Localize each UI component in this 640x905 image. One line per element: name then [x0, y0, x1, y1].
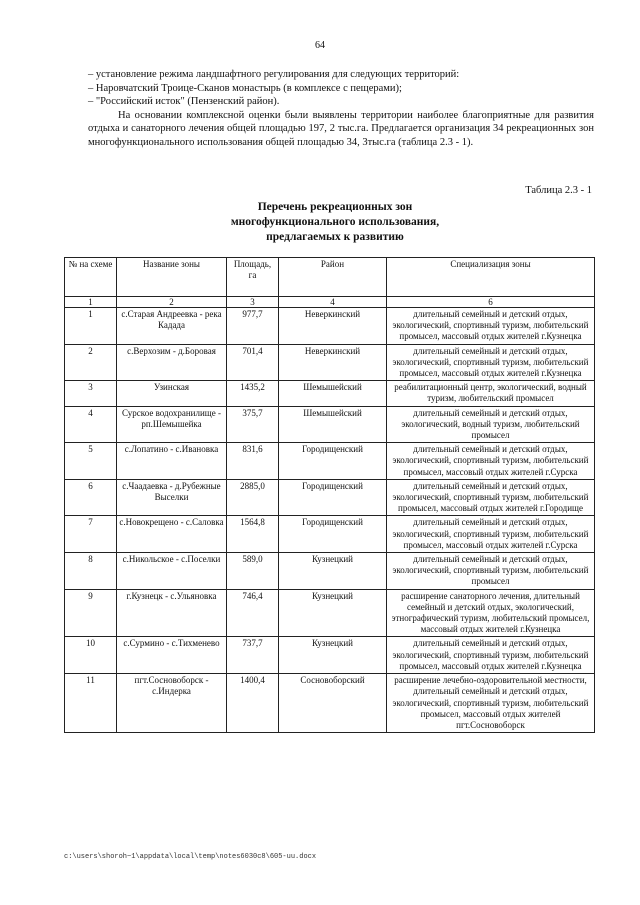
district-cell: Городищенский: [279, 443, 387, 480]
table-row: [65, 674, 595, 733]
district-cell: Сосновоборский: [279, 674, 387, 733]
zone-name-cell: с.Лопатино - с.Ивановка: [117, 443, 227, 480]
row-number-cell: 3: [65, 381, 117, 406]
header-cell-specialization: Специализация зоны: [387, 258, 595, 297]
table-title-line: предлагаемых к развитию: [266, 231, 404, 243]
area-cell: 977,7: [227, 308, 279, 345]
table-row: [65, 344, 595, 381]
district-cell: Неверкинский: [279, 308, 387, 345]
specialization-cell: длительный семейный и детский отдых, экологический, спортивный туризм, любительский промысел, массовый отдых жителей г.Сурска: [387, 443, 595, 480]
table-row: [65, 637, 595, 674]
specialization-cell: длительный семейный и детский отдых, экологический, водный туризм, любительский промысел: [387, 406, 595, 443]
table-title-line: многофункционального использования,: [230, 216, 440, 228]
specialization-cell: длительный семейный и детский отдых, экологический, спортивный туризм, любительский промысел: [387, 553, 595, 590]
district-cell: Кузнецкий: [279, 553, 387, 590]
zone-name-cell: с.Чаадаевка - д.Рубежные Выселки: [117, 479, 227, 516]
specialization-cell: длительный семейный и детский отдых, экологический, спортивный туризм, любительский промысел, массовый отдых жителей г.Кузнецка: [387, 308, 595, 345]
intro-line: – Наровчатский Троице-Сканов монастырь (в комплексе с пещерами);: [88, 82, 402, 94]
district-cell: Неверкинский: [279, 344, 387, 381]
specialization-cell: расширение лечебно-оздоровительной местности, длительный семейный и детский отдых, экологический, спортивный туризм, любительский промысел, массовый отдых жителей пгт.Сосновоборск: [387, 674, 595, 733]
specialization-cell: расширение санаторного лечения, длительный семейный и детский отдых, экологический, этнографический туризм, любительский промысел, массовый отдых жителей г.Кузнецка: [387, 589, 595, 637]
column-number-cell: 2: [117, 297, 227, 308]
area-cell: 375,7: [227, 406, 279, 443]
row-number-cell: 9: [65, 589, 117, 637]
table-row: [65, 381, 595, 406]
area-cell: 701,4: [227, 344, 279, 381]
row-number-cell: 11: [65, 674, 117, 733]
row-number-cell: 1: [65, 308, 117, 345]
column-number-cell: 4: [279, 297, 387, 308]
area-cell: 1435,2: [227, 381, 279, 406]
row-number-cell: 2: [65, 344, 117, 381]
zone-name-cell: с.Никольское - с.Поселки: [117, 553, 227, 590]
column-number-cell: 3: [227, 297, 279, 308]
header-cell-district: Район: [279, 258, 387, 297]
table-header-row: [65, 258, 595, 297]
table-row: [65, 443, 595, 480]
row-number-cell: 6: [65, 479, 117, 516]
specialization-cell: длительный семейный и детский отдых, экологический, спортивный туризм, любительский промысел, массовый отдых жителей г.Сурска: [387, 516, 595, 553]
district-cell: Кузнецкий: [279, 637, 387, 674]
zone-name-cell: Сурское водохранилище - рп.Шемышейка: [117, 406, 227, 443]
zone-name-cell: с.Сурмино - с.Тихменево: [117, 637, 227, 674]
intro-line: – установление режима ландшафтного регулирования для следующих территорий:: [88, 69, 460, 80]
table-row: [65, 553, 595, 590]
zone-name-cell: г.Кузнецк - с.Ульяновка: [117, 589, 227, 637]
header-cell-area: Площадь, га: [227, 258, 279, 297]
column-number-cell: 1: [65, 297, 117, 308]
zone-name-cell: с.Старая Андреевка - река Кадада: [117, 308, 227, 345]
table-label: Таблица 2.3 - 1: [525, 185, 592, 196]
table-row: [65, 308, 595, 345]
intro-line: – "Российский исток" (Пензенский район).: [88, 96, 280, 107]
zone-name-cell: с.Верхозим - д.Боровая: [117, 344, 227, 381]
zone-name-cell: с.Новокрещено - с.Саловка: [117, 516, 227, 553]
table-row: [65, 589, 595, 637]
district-cell: Шемышейский: [279, 381, 387, 406]
table-row: [65, 479, 595, 516]
row-number-cell: 5: [65, 443, 117, 480]
zone-name-cell: Узинская: [117, 381, 227, 406]
file-path-footer: c:\users\shoroh~1\appdata\local\temp\notes6030c8\605-uu.docx: [64, 853, 317, 861]
page-number: 64: [315, 40, 325, 51]
area-cell: 1400,4: [227, 674, 279, 733]
specialization-cell: реабилитационный центр, экологический, водный туризм, любительский промысел: [387, 381, 595, 406]
row-number-cell: 8: [65, 553, 117, 590]
recreation-zones-table: [64, 257, 595, 733]
area-cell: 1564,8: [227, 516, 279, 553]
specialization-cell: длительный семейный и детский отдых, экологический, спортивный туризм, любительский промысел, массовый отдых жителей г.Городище: [387, 479, 595, 516]
zone-name-cell: пгт.Сосновоборск - с.Индерка: [117, 674, 227, 733]
row-number-cell: 7: [65, 516, 117, 553]
intro-paragraph: На основании комплексной оценки были выявлены территории наиболее благоприятные для развития отдыха и санаторного лечения общей площадью 197, 2 тыс.га. Предлагается организация 34 рекреационных зон многофункционального использования общей площадью 34, 3тыс.га (таблица 2.3 - 1).: [88, 109, 594, 148]
specialization-cell: длительный семейный и детский отдых, экологический, спортивный туризм, любительский промысел, массовый отдых жителей г.Кузнецка: [387, 637, 595, 674]
header-cell-number: № на схеме: [65, 258, 117, 297]
table-row: [65, 516, 595, 553]
area-cell: 2885,0: [227, 479, 279, 516]
table-title: [0, 200, 640, 245]
district-cell: Шемышейский: [279, 406, 387, 443]
area-cell: 589,0: [227, 553, 279, 590]
district-cell: Кузнецкий: [279, 589, 387, 637]
district-cell: Городищенский: [279, 516, 387, 553]
table-title-line: Перечень рекреационных зон: [257, 201, 413, 213]
intro-text: [88, 68, 594, 149]
district-cell: Городищенский: [279, 479, 387, 516]
specialization-cell: длительный семейный и детский отдых, экологический, спортивный туризм, любительский промысел, массовый отдых жителей г.Кузнецка: [387, 344, 595, 381]
area-cell: 737,7: [227, 637, 279, 674]
area-cell: 746,4: [227, 589, 279, 637]
header-cell-name: Название зоны: [117, 258, 227, 297]
row-number-cell: 4: [65, 406, 117, 443]
table-row: [65, 406, 595, 443]
row-number-cell: 10: [65, 637, 117, 674]
column-numbers-row: [65, 297, 595, 308]
column-number-cell: 6: [387, 297, 595, 308]
area-cell: 831,6: [227, 443, 279, 480]
